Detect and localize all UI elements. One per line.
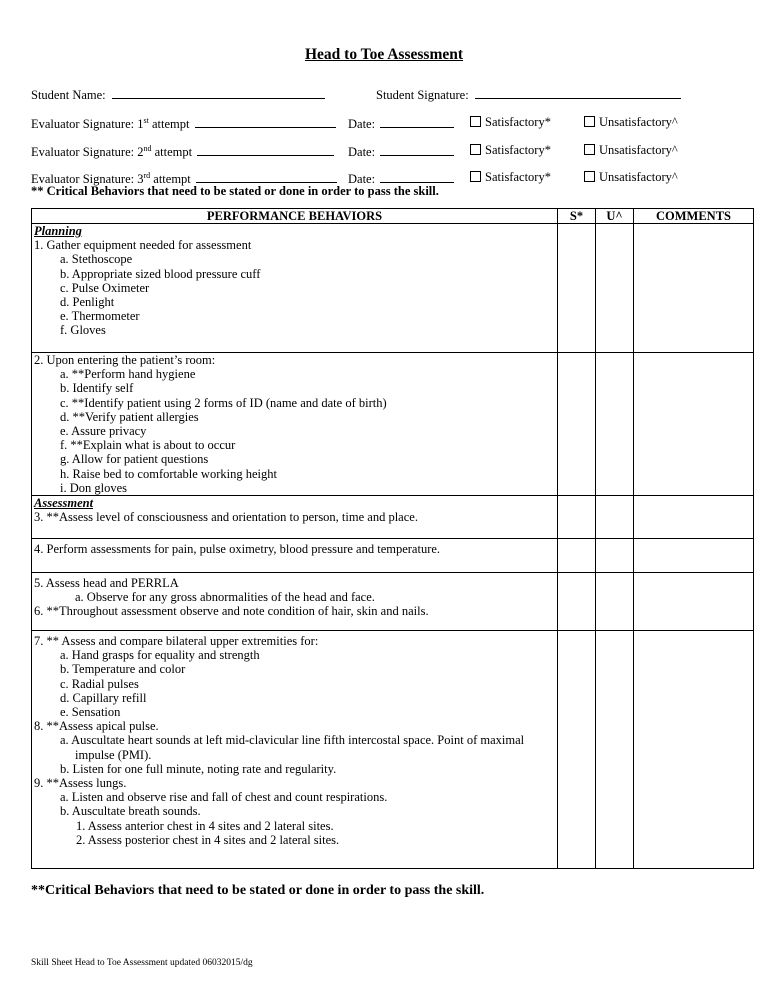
- list-item: b. Identify self: [60, 381, 134, 396]
- comments-cell-3[interactable]: [634, 496, 754, 539]
- behavior-cell-4: [32, 539, 558, 573]
- table-row-planning: [32, 224, 754, 353]
- unsatisfactory-1-label: Unsatisfactory^: [599, 115, 678, 129]
- list-item: a. Observe for any gross abnormalities of the head and face.: [75, 590, 375, 605]
- date-label-2: Date:: [348, 145, 376, 159]
- list-item: c. Pulse Oximeter: [60, 280, 150, 295]
- evaluator-signature-2-field[interactable]: [197, 143, 334, 156]
- list-item: b. Listen for one full minute, noting rate and regularity.: [60, 761, 337, 776]
- list-item: i. Don gloves: [60, 480, 128, 495]
- list-item: 1. Gather equipment needed for assessment: [34, 238, 252, 253]
- evaluator-signature-3-field[interactable]: [196, 170, 337, 183]
- date-label-1: Date:: [348, 117, 376, 131]
- list-item: a. Auscultate heart sounds at left mid-clavicular line fifth intercostal space. Point of maximal impulse (PMI).: [60, 733, 525, 762]
- list-item: c. Radial pulses: [60, 676, 139, 691]
- s-cell-3[interactable]: [558, 496, 596, 539]
- satisfactory-2-checkbox[interactable]: [470, 144, 481, 155]
- list-item: e. Thermometer: [60, 309, 140, 324]
- satisfactory-3-label: Satisfactory*: [485, 170, 551, 184]
- table-row-vitals: [32, 539, 754, 573]
- evaluator-label-2: Evaluator Signature: 2: [31, 145, 144, 159]
- list-item: b. Auscultate breath sounds.: [60, 804, 201, 819]
- date-2-field[interactable]: [380, 143, 454, 156]
- s-cell-2[interactable]: [558, 353, 596, 496]
- attempt-word-3: attempt: [150, 172, 191, 186]
- student-name-row: [31, 86, 325, 103]
- unsatisfactory-3-label: Unsatisfactory^: [599, 170, 678, 184]
- s-cell-5[interactable]: [558, 573, 596, 631]
- s-cell-4[interactable]: [558, 539, 596, 573]
- list-item: 9. **Assess lungs.: [34, 776, 127, 791]
- s-cell-1[interactable]: [558, 224, 596, 353]
- list-item: e. Sensation: [60, 705, 121, 720]
- comments-header: COMMENTS: [634, 209, 754, 224]
- evaluator-signature-2-row: [31, 143, 334, 160]
- evaluator-label-3: Evaluator Signature: 3: [31, 172, 144, 186]
- satisfactory-1-label: Satisfactory*: [485, 115, 551, 129]
- evaluator-signature-1-row: [31, 115, 336, 132]
- list-item: b. Temperature and color: [60, 662, 186, 677]
- behavior-cell-6: [32, 631, 558, 869]
- unsatisfactory-2-checkbox[interactable]: [584, 144, 595, 155]
- list-item: c. **Identify patient using 2 forms of ID (name and date of birth): [60, 395, 387, 410]
- date-label-3: Date:: [348, 172, 376, 186]
- satisfactory-1-option[interactable]: [470, 115, 551, 130]
- list-item: 5. Assess head and PERRLA: [34, 576, 179, 591]
- page-title: Head to Toe Assessment: [304, 46, 464, 63]
- u-cell-4[interactable]: [596, 539, 634, 573]
- behavior-cell-2: [32, 353, 558, 496]
- date-1-row: [348, 115, 454, 132]
- critical-behaviors-note: ** Critical Behaviors that need to be stated or done in order to pass the skill.: [31, 184, 439, 198]
- satisfactory-1-checkbox[interactable]: [470, 116, 481, 127]
- unsatisfactory-1-checkbox[interactable]: [584, 116, 595, 127]
- satisfactory-3-checkbox[interactable]: [470, 171, 481, 182]
- list-item: a. Listen and observe rise and fall of chest and count respirations.: [60, 790, 388, 805]
- attempt-word-2: attempt: [151, 145, 193, 159]
- list-item: d. Penlight: [60, 295, 115, 310]
- unsatisfactory-3-checkbox[interactable]: [584, 171, 595, 182]
- comments-cell-4[interactable]: [634, 539, 754, 573]
- unsatisfactory-3-option[interactable]: [584, 170, 678, 185]
- list-item: 8. **Assess apical pulse.: [34, 719, 159, 734]
- student-signature-row: [376, 86, 681, 103]
- behaviors-header: PERFORMANCE BEHAVIORS: [32, 209, 558, 224]
- u-cell-5[interactable]: [596, 573, 634, 631]
- list-item: 3. **Assess level of consciousness and orientation to person, time and place.: [34, 510, 418, 525]
- page-footer: Skill Sheet Head to Toe Assessment updated 06032015/dg: [31, 958, 253, 968]
- behavior-cell-3: [32, 496, 558, 539]
- table-row-assessment: [32, 496, 754, 539]
- student-name-label: Student Name:: [31, 88, 106, 102]
- section-heading-planning: Planning: [34, 224, 82, 238]
- list-item: e. Assure privacy: [60, 424, 147, 439]
- table-row-extremities-heart-lungs: [32, 631, 754, 869]
- date-1-field[interactable]: [380, 115, 454, 128]
- comments-cell-6[interactable]: [634, 631, 754, 869]
- student-signature-field[interactable]: [475, 86, 681, 99]
- u-cell-1[interactable]: [596, 224, 634, 353]
- list-item: 6. **Throughout assessment observe and note condition of hair, skin and nails.: [34, 604, 429, 619]
- list-item: d. Capillary refill: [60, 690, 147, 705]
- ordinal-suffix-2: nd: [143, 143, 152, 153]
- critical-behaviors-footer: **Critical Behaviors that need to be stated or done in order to pass the skill.: [31, 883, 485, 898]
- performance-behaviors-table: [31, 208, 754, 869]
- satisfactory-3-option[interactable]: [470, 170, 551, 185]
- u-cell-3[interactable]: [596, 496, 634, 539]
- student-signature-label: Student Signature:: [376, 88, 469, 102]
- list-item: f. Gloves: [60, 323, 106, 338]
- ordinal-suffix-3: rd: [143, 170, 151, 180]
- list-item: 4. Perform assessments for pain, pulse oximetry, blood pressure and temperature.: [34, 542, 441, 557]
- satisfactory-2-label: Satisfactory*: [485, 143, 551, 157]
- list-item: 1. Assess anterior chest in 4 sites and 2 lateral sites.: [76, 818, 334, 833]
- ordinal-suffix-1: st: [143, 115, 149, 125]
- date-2-row: [348, 143, 454, 160]
- satisfactory-2-option[interactable]: [470, 143, 551, 158]
- behavior-cell-5: [32, 573, 558, 631]
- section-heading-assessment: Assessment: [34, 496, 94, 511]
- list-item: f. **Explain what is about to occur: [60, 438, 236, 453]
- comments-cell-5[interactable]: [634, 573, 754, 631]
- table-row-entering-room: [32, 353, 754, 496]
- list-item: h. Raise bed to comfortable working height: [60, 466, 277, 481]
- list-item: a. Stethoscope: [60, 252, 133, 267]
- u-cell-2[interactable]: [596, 353, 634, 496]
- comments-cell-1[interactable]: [634, 224, 754, 353]
- list-item: 2. Assess posterior chest in 4 sites and 2 lateral sites.: [76, 832, 340, 847]
- u-cell-6[interactable]: [596, 631, 634, 869]
- list-item: 7. ** Assess and compare bilateral upper extremities for:: [34, 634, 319, 649]
- table-header-row: [32, 209, 754, 224]
- attempt-word-1: attempt: [148, 117, 190, 131]
- evaluator-signature-1-field[interactable]: [195, 115, 336, 128]
- table-row-head: [32, 573, 754, 631]
- list-item: a. Hand grasps for equality and strength: [60, 648, 260, 663]
- u-header: U^: [596, 209, 634, 224]
- s-header: S*: [558, 209, 596, 224]
- behavior-cell-1: [32, 224, 558, 353]
- list-item: a. **Perform hand hygiene: [60, 367, 196, 382]
- list-item: b. Appropriate sized blood pressure cuff: [60, 266, 261, 281]
- evaluator-label-1: Evaluator Signature: 1: [31, 117, 144, 131]
- date-3-field[interactable]: [380, 170, 454, 183]
- student-name-field[interactable]: [112, 86, 325, 99]
- comments-cell-2[interactable]: [634, 353, 754, 496]
- s-cell-6[interactable]: [558, 631, 596, 869]
- list-item: g. Allow for patient questions: [60, 452, 209, 467]
- unsatisfactory-2-option[interactable]: [584, 143, 678, 158]
- unsatisfactory-2-label: Unsatisfactory^: [599, 143, 678, 157]
- list-item: 2. Upon entering the patient’s room:: [34, 353, 216, 367]
- list-item: d. **Verify patient allergies: [60, 409, 199, 424]
- unsatisfactory-1-option[interactable]: [584, 115, 678, 130]
